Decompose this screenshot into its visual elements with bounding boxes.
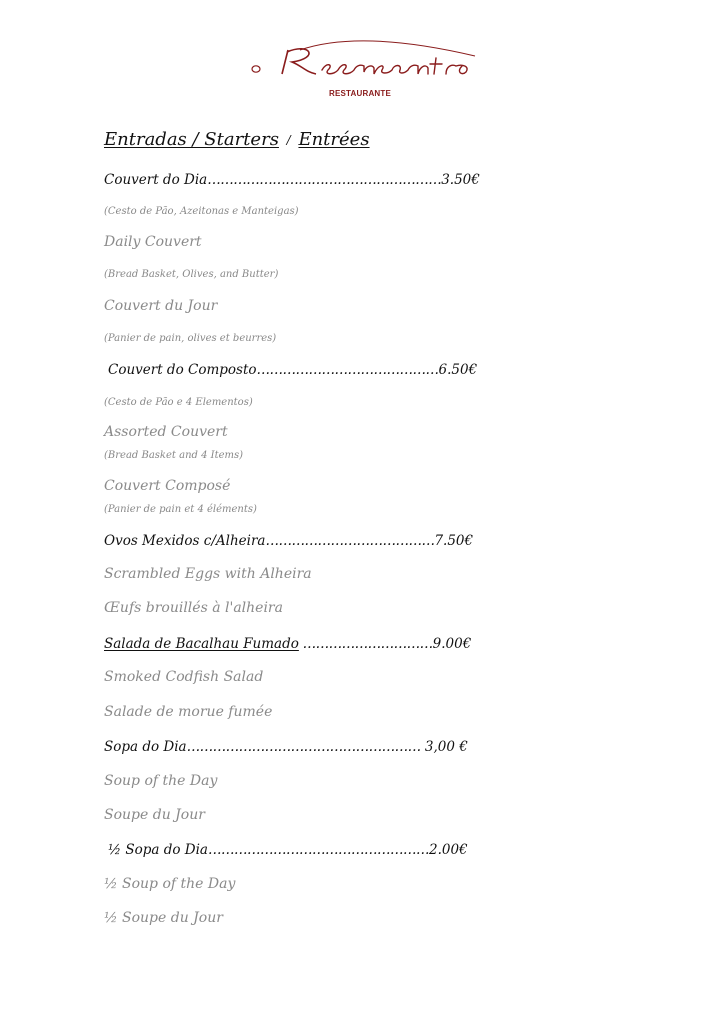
dot-leader: ……………………………………………… (186, 739, 421, 755)
dot-leader: ………………………… (298, 636, 433, 652)
section-title (104, 128, 370, 152)
dish-name-en: Daily Couvert (104, 234, 202, 250)
dish-name-en: Soup of the Day (104, 773, 218, 789)
dish-name-fr: Œufs brouillés à l'alheira (104, 600, 283, 616)
section-title-separator: / (286, 133, 291, 147)
restaurant-logo (240, 28, 490, 108)
dish-name-fr: Salade de morue fumée (104, 704, 273, 720)
dish-price: 3,00 € (420, 739, 468, 755)
dish-name-fr: Couvert Composé (104, 478, 231, 494)
menu-item-sopa-do-dia (104, 738, 468, 756)
section-title-main: Entradas / Starters (104, 129, 279, 150)
dish-description-pt: (Cesto de Pão, Azeitonas e Manteigas) (104, 206, 299, 217)
dish-description-fr: (Panier de pain, olives et beurres) (104, 333, 277, 344)
menu-item-ovos-mexidos (104, 532, 473, 550)
dish-name-en: ½ Soup of the Day (104, 876, 236, 892)
dish-price: 2.00€ (428, 842, 468, 858)
dish-name: Couvert do Composto (108, 362, 257, 378)
dish-name-fr: Couvert du Jour (104, 298, 218, 314)
dish-name: Ovos Mexidos c/Alheira (104, 533, 266, 549)
dish-price: 6.50€ (438, 362, 478, 378)
dish-name: Salada de Bacalhau Fumado (104, 636, 299, 652)
dot-leader: ………………………………… (265, 533, 435, 549)
dish-description-pt: (Cesto de Pão e 4 Elementos) (104, 397, 253, 408)
dot-leader: ……………………………………………… (207, 172, 442, 188)
dish-price: 3.50€ (441, 172, 480, 188)
menu-item-salada-bacalhau (104, 635, 471, 653)
dish-price: 9.00€ (432, 636, 472, 652)
dish-name-en: Scrambled Eggs with Alheira (104, 566, 312, 582)
menu-item-meia-sopa (108, 841, 468, 859)
dish-name-en: Smoked Codfish Salad (104, 669, 264, 685)
dish-price: 7.50€ (434, 533, 474, 549)
dish-name-fr: ½ Soupe du Jour (104, 910, 223, 926)
dish-name: ½ Sopa do Dia (108, 842, 208, 858)
dot-leader: …………………………………… (256, 362, 439, 378)
dish-name-fr: Soupe du Jour (104, 807, 205, 823)
logo-subtitle: RESTAURANTE (328, 89, 392, 98)
dot-leader: …………………………………………… (207, 842, 429, 858)
dish-description-en: (Bread Basket and 4 Items) (104, 450, 244, 461)
menu-item-couvert-composto (108, 361, 477, 379)
dish-name-en: Assorted Couvert (104, 424, 228, 440)
menu-item-couvert-do-dia (104, 171, 480, 189)
dish-description-en: (Bread Basket, Olives, and Butter) (104, 269, 279, 280)
dish-description-fr: (Panier de pain et 4 éléments) (104, 504, 257, 515)
dish-name: Couvert do Dia (104, 172, 208, 188)
dish-name: Sopa do Dia (104, 739, 187, 755)
section-title-fr: Entrées (298, 129, 370, 150)
